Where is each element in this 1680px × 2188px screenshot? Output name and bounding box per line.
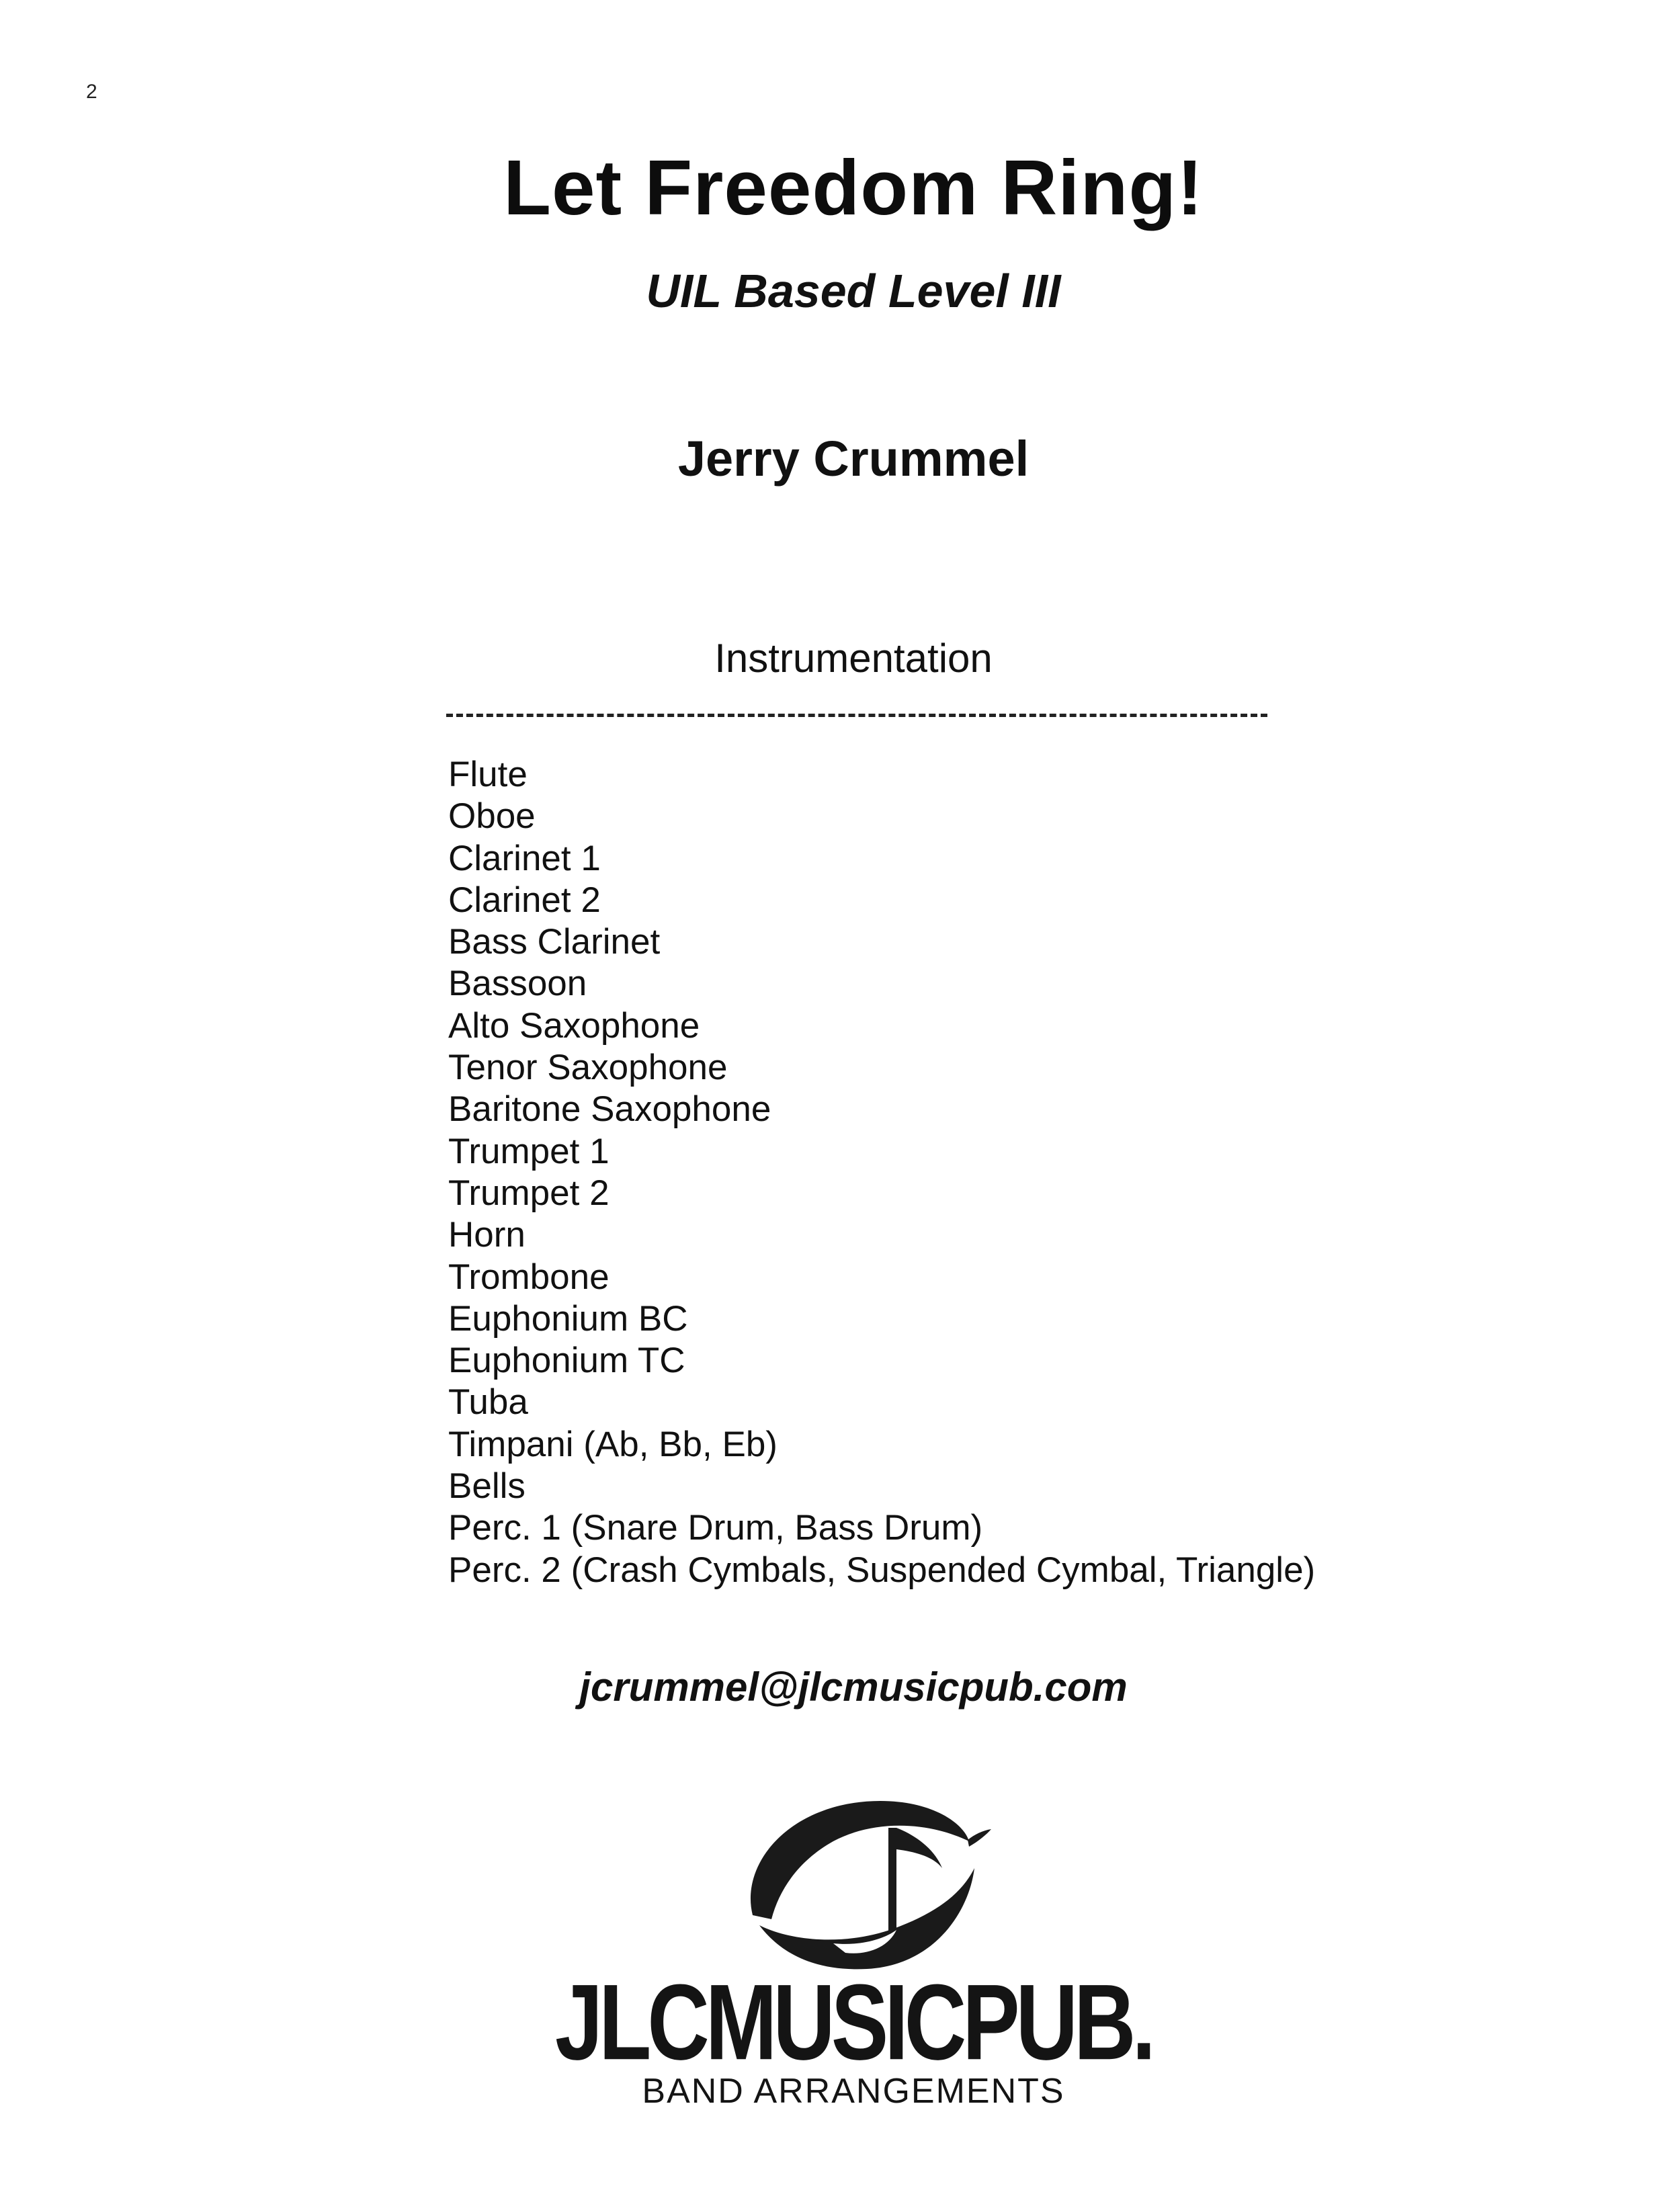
music-note-swoosh-icon xyxy=(732,1787,1001,1989)
list-item: Euphonium TC xyxy=(448,1341,685,1381)
list-item: Bells xyxy=(448,1466,526,1507)
list-item: Clarinet 2 xyxy=(448,880,601,920)
list-item: Oboe xyxy=(448,796,536,837)
publisher-wordmark: JLCMUSICPUB. xyxy=(554,1962,1152,2083)
list-item: Flute xyxy=(448,755,528,794)
list-item: Trumpet 2 xyxy=(448,1173,610,1213)
list-item: Perc. 1 (Snare Drum, Bass Drum) xyxy=(448,1508,983,1548)
page-number: 2 xyxy=(86,81,97,103)
list-item: Euphonium BC xyxy=(448,1298,688,1339)
list-item: Baritone Saxophone xyxy=(448,1089,771,1130)
contact-email: jcrummel@jlcmusicpub.com xyxy=(579,1665,1128,1710)
list-item: Timpani (Ab, Bb, Eb) xyxy=(448,1424,778,1464)
list-item: Alto Saxophone xyxy=(448,1005,700,1046)
list-item: Bassoon xyxy=(448,964,587,1004)
page-subtitle: UIL Based Level III xyxy=(646,265,1061,317)
page-title: Let Freedom Ring! xyxy=(503,144,1204,231)
list-item: Horn xyxy=(448,1215,526,1255)
list-item: Trombone xyxy=(448,1257,610,1297)
instrumentation-heading: Instrumentation xyxy=(714,636,993,681)
list-item: Tuba xyxy=(448,1382,528,1423)
list-item: Perc. 2 (Crash Cymbals, Suspended Cymbal, Triangle) xyxy=(448,1550,1316,1590)
list-item: Bass Clarinet xyxy=(448,922,661,962)
publisher-tagline: BAND ARRANGEMENTS xyxy=(642,2072,1065,2111)
list-item: Trumpet 1 xyxy=(448,1131,610,1171)
composer-name: Jerry Crummel xyxy=(677,431,1030,487)
dashed-divider xyxy=(446,714,1267,717)
list-item: Tenor Saxophone xyxy=(448,1048,728,1088)
instrument-list xyxy=(448,754,1315,1591)
list-item: Clarinet 1 xyxy=(448,838,601,878)
